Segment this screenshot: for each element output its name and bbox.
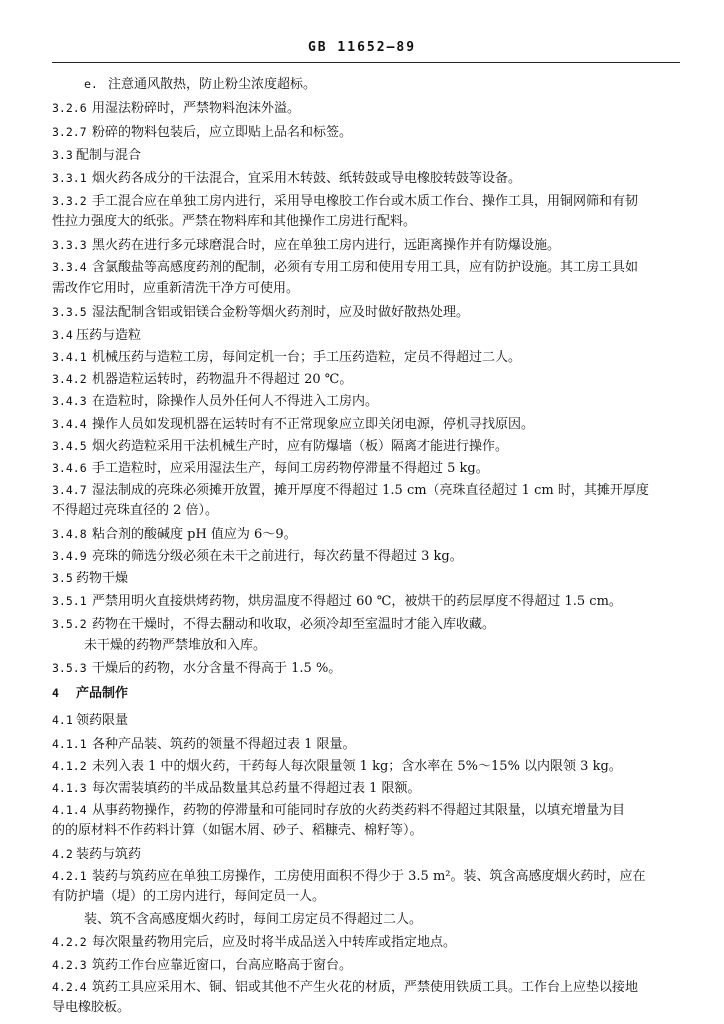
text-line: 4.2.4 筑药工具应采用木、铜、铝或其他不产生火花的材质，严禁使用铁质工具。工作台上应垫以接地	[52, 980, 639, 995]
text-line: 4.2.3 筑药工作台应靠近窗口，台高应略高于窗台。	[52, 958, 353, 973]
text-line: 3.4.5 烟火药造粒采用干法机械生产时，应有防爆墙（板）隔离才能进行操作。	[52, 439, 509, 454]
text-line: 4.1.2 未列入表 1 中的烟火药，干药每人每次限量领 1 kg；含水率在 5%～15% 以内限领 3 kg。	[52, 759, 622, 774]
text-line: 需改作它用时，应重新清洗干净方可使用。	[52, 281, 300, 296]
standard-number-header: GB 11652—89	[307, 40, 417, 55]
text-line: e. 注意通风散热，防止粉尘浓度超标。	[84, 77, 317, 92]
text-line: 3.4.8 粘合剂的酸碱度 pH 值应为 6～9。	[52, 527, 297, 542]
text-line: 3.5.2 药物在干燥时，不得去翻动和收取，必须冷却至室温时才能入库收藏。	[52, 617, 496, 632]
text-line: 4.1.3 每次需装填药的半成品数量其总药量不得超过表 1 限额。	[52, 781, 421, 796]
text-line: 有防护墙（堤）的工房内进行，每间定员一人。	[52, 889, 326, 904]
section-heading: 4.1 领药限量	[52, 713, 129, 728]
text-line: 4.2.2 每次限量药物用完后，应及时将半成品送入中转库或指定地点。	[52, 935, 457, 950]
text-line: 3.3.1 烟火药各成分的干法混合，宜采用木转鼓、纸转鼓或导电橡胶转鼓等设备。	[52, 171, 522, 186]
text-line: 3.3.2 手工混合应在单独工房内进行，采用导电橡胶工作台或木质工作台、操作工具，用铜网筛和有韧	[52, 194, 639, 209]
text-line: 装、筑不含高感度烟火药时，每间工房定员不得超过二人。	[84, 912, 423, 927]
text-line: 3.2.6 用湿法粉碎时，严禁物料泡沫外溢。	[52, 101, 301, 116]
text-line: 未干燥的药物严禁堆放和入库。	[84, 638, 267, 653]
text-line: 的的原材料不作药料计算（如锯木屑、砂子、稻糠壳、棉籽等）。	[52, 823, 423, 838]
text-line: 3.4.9 亮珠的筛选分级必须在未干之前进行，每次药量不得超过 3 kg。	[52, 549, 463, 564]
header-rule	[52, 62, 680, 63]
text-line: 3.4.3 在造粒时，除操作人员外任何人不得进入工房内。	[52, 394, 379, 409]
text-line: 3.4.7 湿法制成的亮珠必须摊开放置，摊开厚度不得超过 1.5 cm（亮珠直径超过 1 cm 时，其摊开厚度	[52, 483, 649, 498]
text-line: 3.3.4 含氯酸盐等高感度药剂的配制，必须有专用工房和使用专用工具，应有防护设施。其工房工具如	[52, 260, 639, 275]
text-line: 3.2.7 粉碎的物料包装后，应立即贴上品名和标签。	[52, 125, 353, 140]
section-heading: 3.4 压药与造粒	[52, 328, 142, 343]
text-line: 3.4.2 机器造粒运转时，药物温升不得超过 20 ℃。	[52, 372, 353, 387]
text-line: 4.2.1 装药与筑药应在单独工房操作，工房使用面积不得少于 3.5 m²。装、筑含高感度烟火药时，应在	[52, 869, 646, 884]
section-heading: 4.2 装药与筑药	[52, 847, 142, 862]
text-line: 导电橡胶板。	[52, 1000, 131, 1015]
text-line: 性拉力强度大的纸张。严禁在物料库和其他操作工房进行配料。	[52, 214, 417, 229]
text-line: 3.3.3 黑火药在进行多元球磨混合时，应在单独工房内进行，远距离操作并有防爆设施。	[52, 238, 561, 253]
text-line: 4.1.1 各种产品装、筑药的领量不得超过表 1 限量。	[52, 737, 356, 752]
chapter-heading: 4 产品制作	[52, 686, 129, 701]
text-line: 4.1.4 从事药物操作，药物的停滞量和可能同时存放的火药类药料不得超过其限量，以填充增量为目	[52, 803, 626, 818]
text-line: 3.3.5 湿法配制含铝或铝镁合金粉等烟火药剂时，应及时做好散热处理。	[52, 305, 470, 320]
section-heading: 3.5 药物干燥	[52, 571, 129, 586]
text-line: 3.4.4 操作人员如发现机器在运转时有不正常现象应立即关闭电源，停机寻找原因。	[52, 417, 535, 432]
text-line: 3.4.6 手工造粒时，应采用湿法生产，每间工房药物停滞量不得超过 5 kg。	[52, 461, 489, 476]
section-heading: 3.3 配制与混合	[52, 148, 142, 163]
text-line: 不得超过亮珠直径的 2 倍）。	[52, 503, 219, 518]
text-line: 3.5.1 严禁用明火直接烘烤药物，烘房温度不得超过 60 ℃，被烘干的药层厚度不得超过 1.5 cm。	[52, 594, 622, 609]
text-line: 3.5.3 干燥后的药物，水分含量不得高于 1.5 %。	[52, 661, 342, 676]
text-line: 3.4.1 机械压药与造粒工房，每间定机一台；手工压药造粒，定员不得超过二人。	[52, 350, 522, 365]
